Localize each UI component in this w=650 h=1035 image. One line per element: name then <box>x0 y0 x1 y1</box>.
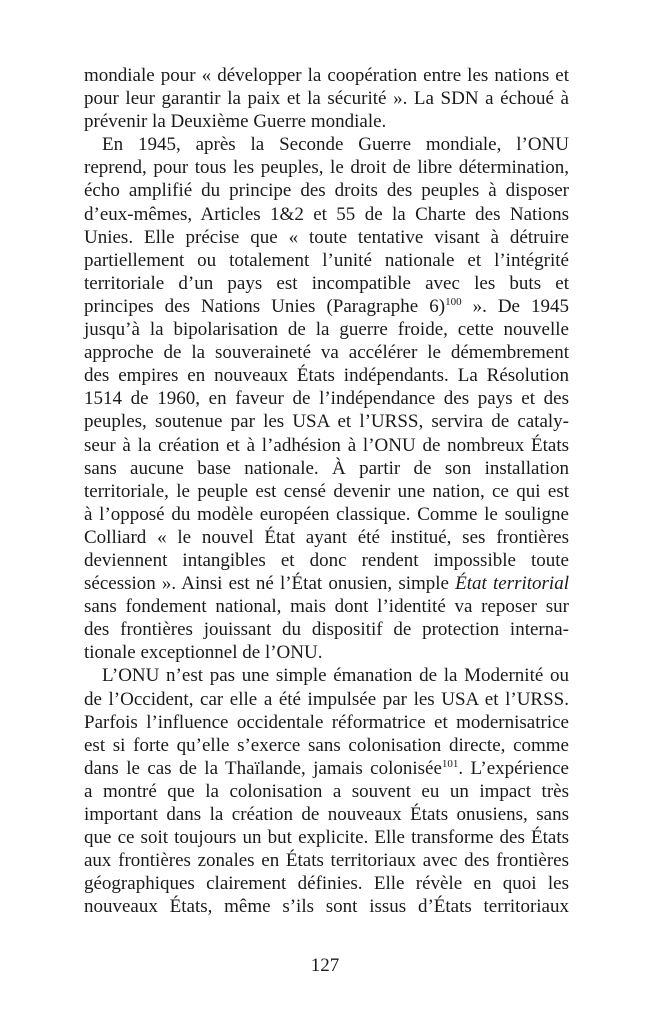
text-line-content: d’eux-mêmes, Articles 1&2 et 55 de la Charte des Nations <box>84 203 569 225</box>
text-line <box>84 110 569 133</box>
text-line-content: approche de la souveraineté va accélérer le démembrement <box>84 342 569 364</box>
text-line <box>84 595 569 618</box>
text-line-content: dans le cas de la Thaïlande, jamais colonisée <box>84 757 442 779</box>
text-line-content: peuples, soutenue par les USA et l’URSS, servira de cataly- <box>84 411 569 433</box>
text-line-content: des empires en nouveaux États indépendants. La Résolution <box>84 365 569 387</box>
text-line <box>84 387 569 410</box>
text-line <box>84 410 569 433</box>
text-line <box>84 203 569 226</box>
text-line <box>84 526 569 549</box>
text-line-content: Parfois l’influence occidentale réformatrice et modernisatrice <box>84 711 569 733</box>
text-line <box>84 849 569 872</box>
text-line-content: reprend, pour tous les peuples, le droit de libre détermination, <box>84 157 569 179</box>
footnote-reference: 101 <box>441 757 459 770</box>
text-line-content: de l’Occident, car elle a été impulsée par les USA et l’URSS. <box>84 688 569 710</box>
italic-text: État territorial <box>455 573 569 595</box>
text-line <box>84 133 569 156</box>
text-line-content: territoriale d’un pays est incompatible avec les buts et <box>84 272 569 294</box>
text-line <box>84 179 569 202</box>
text-line <box>84 757 569 780</box>
text-line <box>84 711 569 734</box>
text-line-content: pour leur garantir la paix et la sécurité ». La SDN a échoué à <box>84 88 569 110</box>
text-line <box>84 664 569 687</box>
text-line <box>84 341 569 364</box>
text-line <box>84 480 569 503</box>
text-line <box>84 572 569 595</box>
text-line <box>84 641 569 664</box>
text-line <box>84 318 569 341</box>
text-line <box>84 688 569 711</box>
text-line-content: prévenir la Deuxième Guerre mondiale. <box>84 111 387 133</box>
footnote-reference: 100 <box>445 295 462 308</box>
text-line-content: a montré que la colonisation a souvent eu un impact très <box>84 780 569 802</box>
text-line-content: écho amplifié du principe des droits des peuples à disposer <box>84 180 569 202</box>
text-line <box>84 364 569 387</box>
body-text <box>84 64 569 918</box>
text-line-content: partiellement ou totalement l’unité nationale et l’intégrité <box>84 249 569 271</box>
text-line-content: à l’opposé du modèle européen classique. Comme le souligne <box>84 503 569 525</box>
text-line <box>84 434 569 457</box>
text-line-content: L’ONU n’est pas une simple émanation de la Modernité ou <box>102 665 569 687</box>
text-line-content: est si forte qu’elle s’exerce sans colonisation directe, comme <box>84 734 569 756</box>
text-line <box>84 503 569 526</box>
text-line <box>84 803 569 826</box>
text-line-content: nouveaux États, même s’ils sont issus d’États territoriaux <box>84 896 569 918</box>
text-line-content: que ce soit toujours un but explicite. Elle transforme des États <box>84 827 569 849</box>
text-line-continuation: ». De 1945 <box>461 295 569 317</box>
text-line-content: jusqu’à la bipolarisation de la guerre froide, cette nouvelle <box>84 319 569 341</box>
text-line <box>84 64 569 87</box>
text-line-content: sans fondement national, mais dont l’identité va reposer sur <box>84 596 569 618</box>
text-line <box>84 734 569 757</box>
text-line-content: tionale exceptionnel de l’ONU. <box>84 642 323 664</box>
text-line <box>84 872 569 895</box>
text-line <box>84 457 569 480</box>
text-line-content: sans aucune base nationale. À partir de son installation <box>84 457 569 479</box>
text-line <box>84 295 569 318</box>
text-line-content: aux frontières zonales en États territoriaux avec des frontières <box>84 850 569 872</box>
text-line <box>84 226 569 249</box>
text-line <box>84 618 569 641</box>
text-line-content: 1514 de 1960, en faveur de l’indépendance des pays et des <box>84 388 569 410</box>
text-line-content: important dans la création de nouveaux États onusiens, sans <box>84 804 569 825</box>
text-line-content: sécession ». Ainsi est né l’État onusien, simple <box>84 573 456 595</box>
text-line <box>84 156 569 179</box>
text-line <box>84 249 569 272</box>
text-line-content: territoriale, le peuple est censé devenir une nation, ce qui est <box>84 480 569 502</box>
text-line <box>84 272 569 295</box>
text-line-content: principes des Nations Unies (Paragraphe 6) <box>84 295 446 317</box>
text-line <box>84 549 569 572</box>
text-line-content: seur à la création et à l’adhésion à l’ONU de nombreux États <box>84 434 569 456</box>
text-line-content: mondiale pour « développer la coopération entre les nations et <box>84 65 569 86</box>
text-line-content: Unies. Elle précise que « toute tentative visant à détruire <box>84 226 569 248</box>
text-line <box>84 87 569 110</box>
text-line-content: géographiques clairement définies. Elle révèle en quoi les <box>84 873 569 895</box>
text-line-content: deviennent intangibles et donc rendent impossible toute <box>84 549 569 571</box>
text-line <box>84 895 569 918</box>
text-line-content: Colliard « le nouvel État ayant été institué, ses frontières <box>84 526 569 548</box>
text-line-continuation: . L’expérience <box>458 757 569 779</box>
text-line <box>84 826 569 849</box>
page-number: 127 <box>310 955 340 976</box>
text-line-content: des frontières jouissant du dispositif de protection interna- <box>84 619 569 641</box>
text-line-content: En 1945, après la Seconde Guerre mondiale, l’ONU <box>102 134 569 156</box>
text-line <box>84 780 569 803</box>
